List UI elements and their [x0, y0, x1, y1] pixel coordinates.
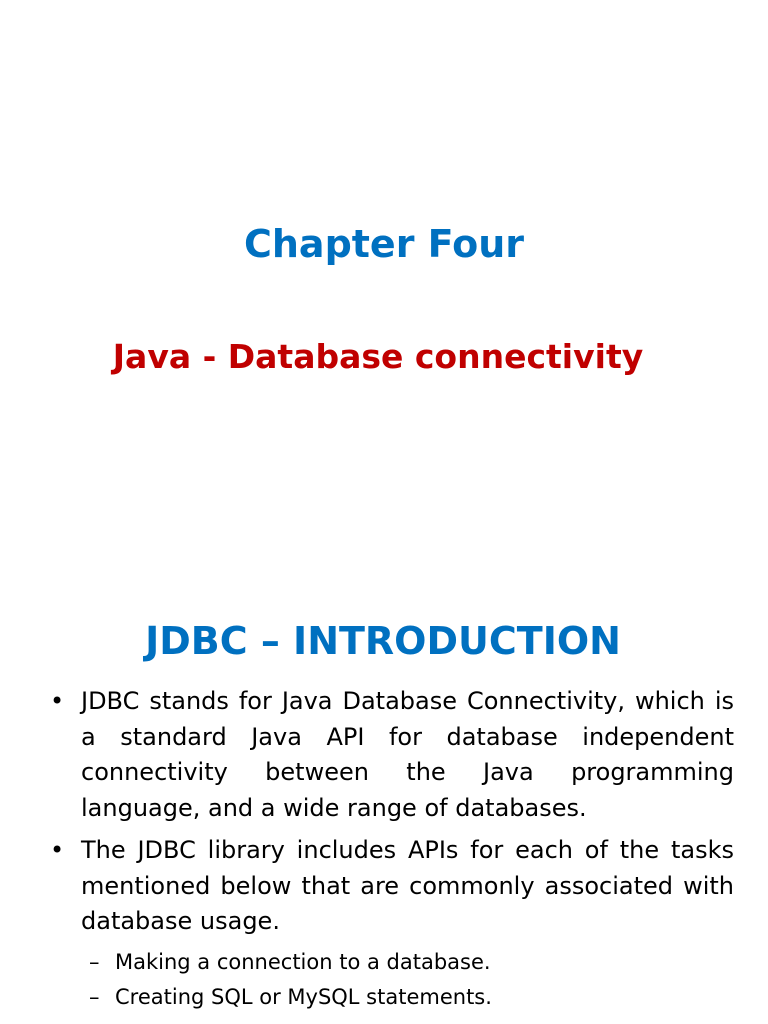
bullet-text: The JDBC library includes APIs for each of the tasks mentioned below that are commonly associated with database usage. — [81, 836, 734, 935]
sub-bullet-list — [0, 948, 768, 1011]
sub-bullet-text: Creating SQL or MySQL statements. — [115, 984, 492, 1009]
bullet-text: JDBC stands for Java Database Connectivity, which is a standard Java API for database independent connectivity between the Java programming language, and a wide range of databases. — [81, 687, 734, 822]
chapter-title: Chapter Four — [243, 222, 524, 266]
bullet-icon: • — [50, 836, 65, 864]
chapter-subtitle: Java - Database connectivity — [112, 337, 644, 376]
dash-icon: – — [89, 949, 100, 974]
sub-bullet-item — [89, 983, 734, 1011]
bullet-item-jdbc-library — [50, 833, 734, 940]
section-heading: JDBC – INTRODUCTION — [145, 619, 621, 663]
bullet-list — [0, 684, 768, 1011]
dash-icon: – — [89, 984, 100, 1009]
bullet-icon: • — [50, 687, 65, 715]
bullet-item-jdbc-definition — [50, 684, 734, 826]
sub-bullet-text: Making a connection to a database. — [115, 949, 491, 974]
sub-bullet-item — [89, 948, 734, 976]
